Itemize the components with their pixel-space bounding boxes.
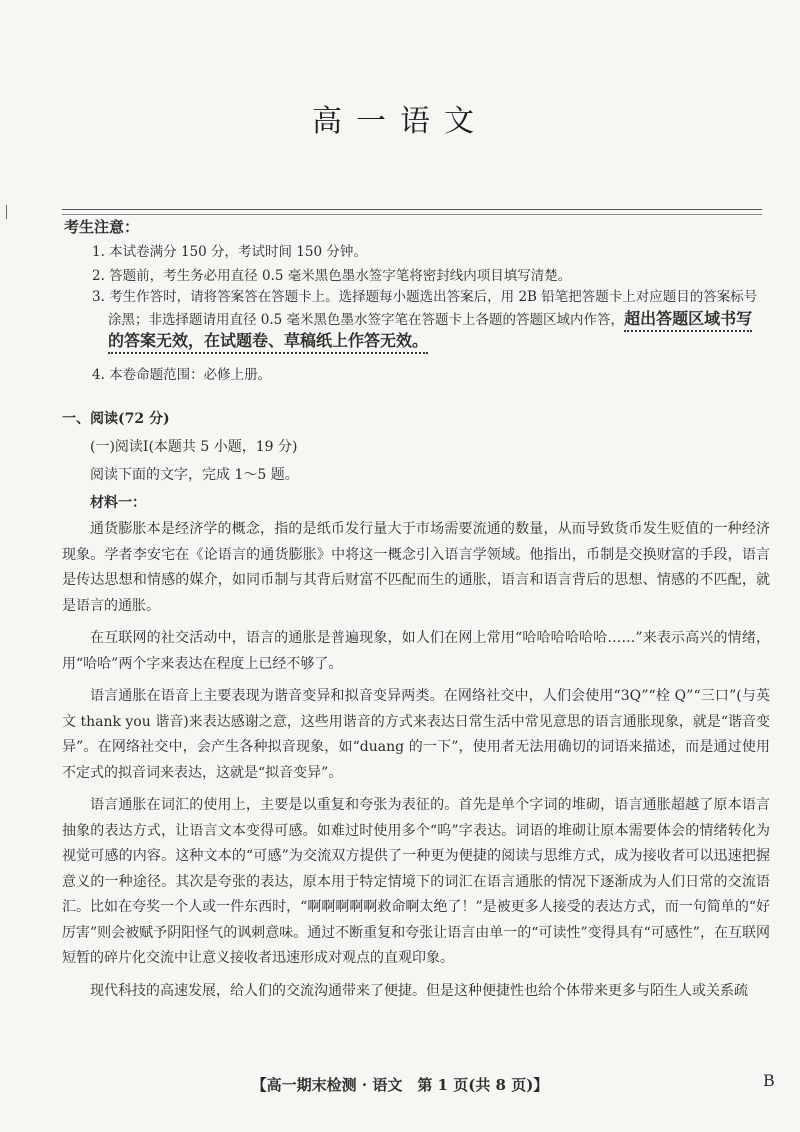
page-footer: 【高一期末检测 · 语文 第 1 页(共 8 页)】 (251, 1076, 549, 1094)
header-rule-bottom (62, 214, 762, 215)
notice-item-3-emphasis-cont: 的答案无效，在试题卷、草稿纸上作答无效。 (108, 331, 428, 354)
notice-item-3-line-1: 3. 考生作答时，请将答案答在答题卡上。选择题每小题选出答案后，用 2B 铅笔把答题卡上对应题目的答案标号 (92, 289, 758, 305)
notice-item-4: 4. 本卷命题范围：必修上册。 (92, 367, 272, 383)
notice-item-3-line-3 (108, 332, 788, 350)
subsection-heading: (一)阅读Ⅰ(本题共 5 小题，19 分) (90, 439, 298, 455)
paragraph-1: 通货膨胀本是经济学的概念，指的是纸币发行量大于市场需要流通的数量，从而导致货币发生贬值的一种经济现象。学者李安宅在《论语言的通货膨胀》中将这一概念引入语言学领域。他指出，币制是交换财富的手段，语言是传达思想和情感的媒介，如同币制与其背后财富不匹配而生的通胀，语言和语言背后的思想、情感的不匹配，就是语言的通胀。 (62, 521, 770, 614)
paragraph-3: 语言通胀在语音上主要表现为谐音变异和拟音变异两类。在网络社交中，人们会使用“3Q”“栓 Q”“三口”(与英文 thank you 谐音)来表达感谢之意，这些用谐音的方式来表达日常生活中常见意思的语言通胀现象，就是“谐音变异”。在网络社交中，会产生各种拟音现象，如“duang 的一下”，使用者无法用确切的词语来描述，而是通过使用不定式的拟音词来表达，这就是“拟音变异”。 (62, 688, 770, 781)
version-mark: B (763, 1071, 775, 1090)
notice-item-3-plain: 涂黑；非选择题请用直径 0.5 毫米黑色墨水签字笔在答题卡上各题的答题区域内作答， (108, 312, 625, 328)
notice-item-2: 2. 答题前，考生务必用直径 0.5 毫米黑色墨水签字笔将密封线内项目填写清楚。 (92, 268, 572, 284)
notice-heading: 考生注意： (64, 218, 140, 236)
paragraph-4: 语言通胀在词汇的使用上，主要是以重复和夸张为表征的。首先是单个字词的堆砌，语言通胀超越了原本语言抽象的表达方式，让语言文本变得可感。如难过时使用多个“呜”字表达。词语的堆砌让原本需要体会的情绪转化为视觉可感的内容。这种文本的“可感”为交流双方提供了一种更为便捷的阅读与思维方式，成为接收者可以迅速把握意义的一种途径。其次是夸张的表达，原本用于特定情境下的词汇在语言通胀的情况下逐渐成为人们日常的交流语汇。比如在夸奖一个人或一件东西时，“啊啊啊啊啊救命啊太绝了！”是被更多人接受的表达方式，而一句简单的“好厉害”则会被赋予阴阳怪气的讽刺意味。通过不断重复和夸张让语言由单一的“可读性”变得具有“可感性”，在互联网短暂的碎片化交流中让意义接收者迅速形成对观点的直观印象。 (62, 797, 770, 966)
margin-mark (6, 205, 7, 219)
paragraph-5: 现代科技的高速发展，给人们的交流沟通带来了便捷。但是这种便捷性也给个体带来更多与陌生人或关系疏 (90, 982, 748, 999)
notice-item-3-emphasis: 超出答题区域书写 (624, 309, 752, 332)
material-label: 材料一： (90, 495, 146, 511)
section-heading: 一、阅读(72 分) (62, 411, 170, 427)
paragraph-2: 在互联网的社交活动中，语言的通胀是普遍现象，如人们在网上常用“哈哈哈哈哈哈……”来表示高兴的情绪，用“哈哈”两个字来表达在程度上已经不够了。 (62, 630, 770, 672)
notice-item-1: 1. 本试卷满分 150 分，考试时间 150 分钟。 (92, 244, 367, 260)
notice-item-3-line-2 (108, 310, 788, 329)
header-rule-top (62, 209, 762, 210)
reading-passage (62, 517, 770, 1011)
page-title: 高一语文 (312, 104, 488, 139)
reading-instruction: 阅读下面的文字，完成 1～5 题。 (90, 467, 299, 483)
